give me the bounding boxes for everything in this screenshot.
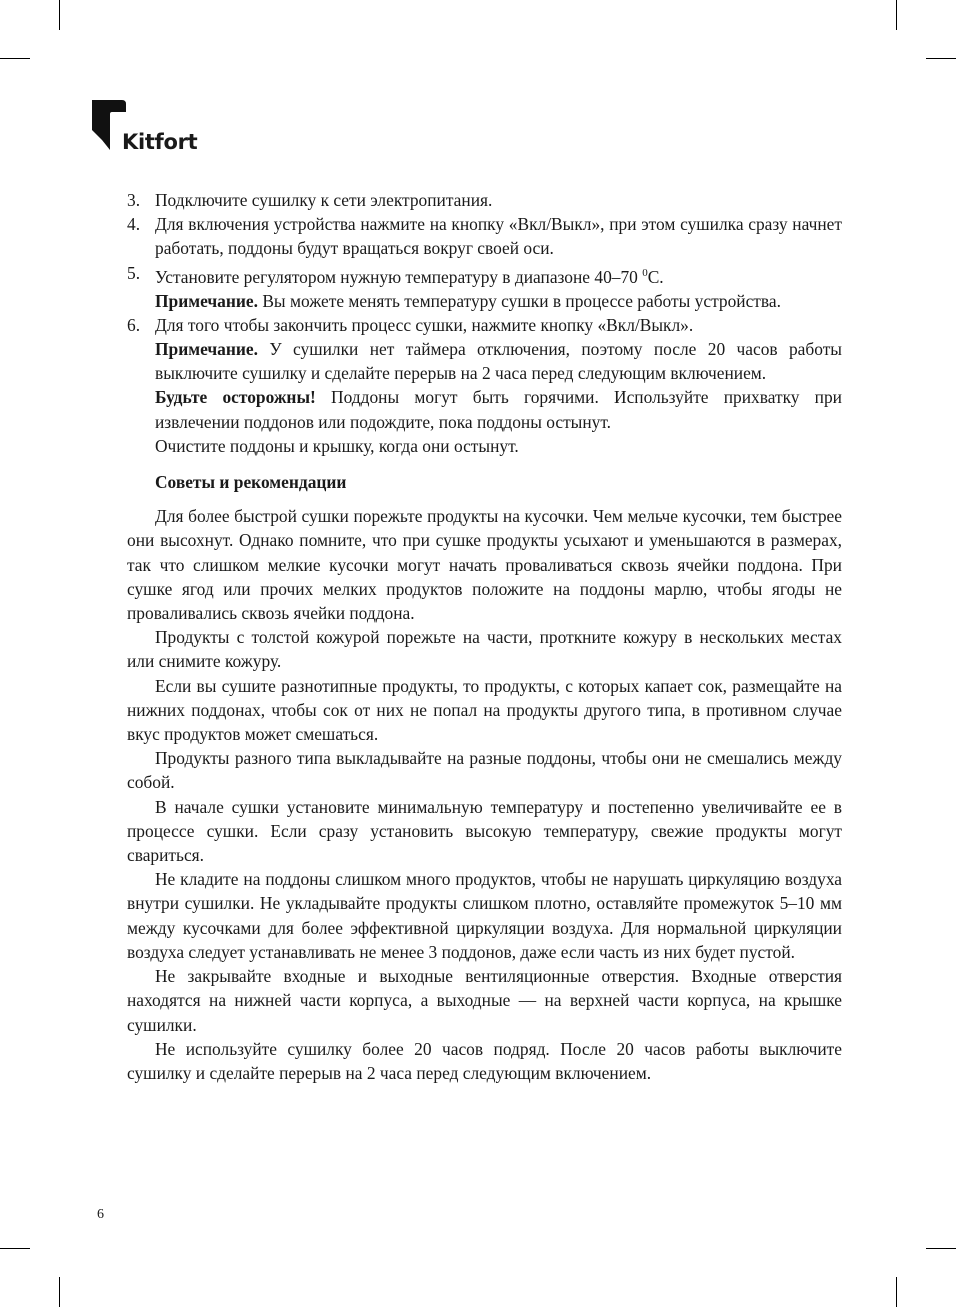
note-label: Примечание.	[155, 290, 258, 311]
list-item-text: Для того чтобы закончить процесс сушки, нажмите кнопку «Вкл/Выкл».	[155, 314, 694, 335]
list-item-number: 4.	[127, 214, 141, 235]
paragraph: Продукты разного типа выкладывайте на разные поддоны, чтобы они не смешались между собой.	[127, 748, 842, 793]
caution-text: Поддоны могут быть горячими. Используйте прихватку при извлечении поддонов или подождите, пока поддоны остынут.	[155, 387, 842, 432]
paragraph: Если вы сушите разнотипные продукты, то продукты, с которых капает сок, размещайте на нижних поддонах, чтобы сок от них не попал на продукты другого типа, в противном случае вкус продуктов может смешаться.	[127, 675, 842, 745]
paragraph: В начале сушки установите минимальную температуру и постепенно увеличивайте ее в процессе сушки. Если сразу установить высокую температуру, свежие продукты могут свариться.	[127, 796, 842, 866]
paragraph: Для более быстрой сушки порежьте продукты на кусочки. Чем мельче кусочки, тем быстрее они высохнут. Однако помните, что при сушке продукты усыхают и уменьшаются в размерах, так что слишком мелкие кусочки могут начать проваливаться сквозь ячейки поддона. При сушке ягод или прочих мелких продуктов положите на поддоны марлю, чтобы ягоды не проваливались сквозь ячейки поддона.	[127, 506, 842, 624]
list-item	[127, 313, 842, 458]
crop-mark-bottom-right	[896, 1277, 897, 1307]
note-label: Примечание.	[155, 339, 258, 360]
degree-mark: 0	[642, 266, 648, 279]
kitfort-logo-icon	[92, 100, 126, 152]
document-body	[127, 188, 842, 1085]
list-item-number: 3.	[127, 190, 141, 210]
caution	[155, 385, 842, 433]
crop-mark-left-bottom	[0, 1248, 30, 1249]
note	[155, 337, 842, 385]
paragraph: Не используйте сушилку более 20 часов подряд. После 20 часов работы выключите сушилку и сделайте перерыв на 2 часа перед следующим включением.	[127, 1038, 842, 1083]
caution-label: Будьте осторожны!	[155, 387, 316, 408]
crop-mark-top-right	[896, 0, 897, 30]
note-text: Вы можете менять температуру сушки в процессе работы устройства.	[257, 290, 781, 311]
list-item	[127, 261, 842, 313]
paragraph: Не закрывайте входные и выходные вентиляционные отверстия. Входные отверстия находятся на нижней части корпуса, а выходные — на верхней части корпуса, на крышке сушилки.	[127, 966, 842, 1035]
crop-mark-right-bottom	[926, 1248, 956, 1249]
temperature-text: Установите регулятором нужную температуру в диапазоне 40–70	[155, 266, 643, 287]
crop-mark-left-top	[0, 58, 30, 59]
list-item-number: 6.	[127, 314, 141, 335]
paragraph: Продукты с толстой кожурой порежьте на части, проткните кожуру в нескольких местах или снимите кожуру.	[127, 627, 842, 672]
crop-mark-top-left	[59, 0, 60, 30]
brand-name: Kitfort	[122, 130, 198, 154]
steps-list	[127, 188, 842, 458]
list-item	[127, 188, 842, 212]
list-item	[127, 212, 842, 260]
crop-mark-right-top	[926, 58, 956, 59]
crop-mark-bottom-left	[59, 1277, 60, 1307]
note	[155, 289, 842, 313]
temperature-unit: С.	[647, 266, 664, 287]
list-item-text: Для включения устройства нажмите на кнопку «Вкл/Выкл», при этом сушилка сразу начнет работать, поддоны будут вращаться вокруг своей оси.	[155, 214, 842, 259]
list-item-extra: Очистите поддоны и крышку, когда они остынут.	[155, 435, 519, 456]
section-heading: Советы и рекомендации	[155, 472, 347, 493]
page-number: 6	[97, 1207, 104, 1222]
list-item-text	[155, 261, 842, 289]
list-item-number: 5.	[127, 262, 141, 283]
paragraph: Не кладите на поддоны слишком много продуктов, чтобы не нарушать циркуляцию воздуха внутри сушилки. Не укладывайте продукты слишком плотно, оставляйте промежуток 5–10 мм между кусочками для более эффективной циркуляции воздуха. Для нормальной циркуляции воздуха следует устанавливать не менее 3 поддонов, даже если часть из них будет пустой.	[127, 869, 842, 962]
note-text: У сушилки нет таймера отключения, поэтому после 20 часов работы выключите сушилку и сделайте перерыв на 2 часа перед следующим включением.	[155, 339, 842, 384]
list-item-text: Подключите сушилку к сети электропитания.	[155, 190, 493, 210]
